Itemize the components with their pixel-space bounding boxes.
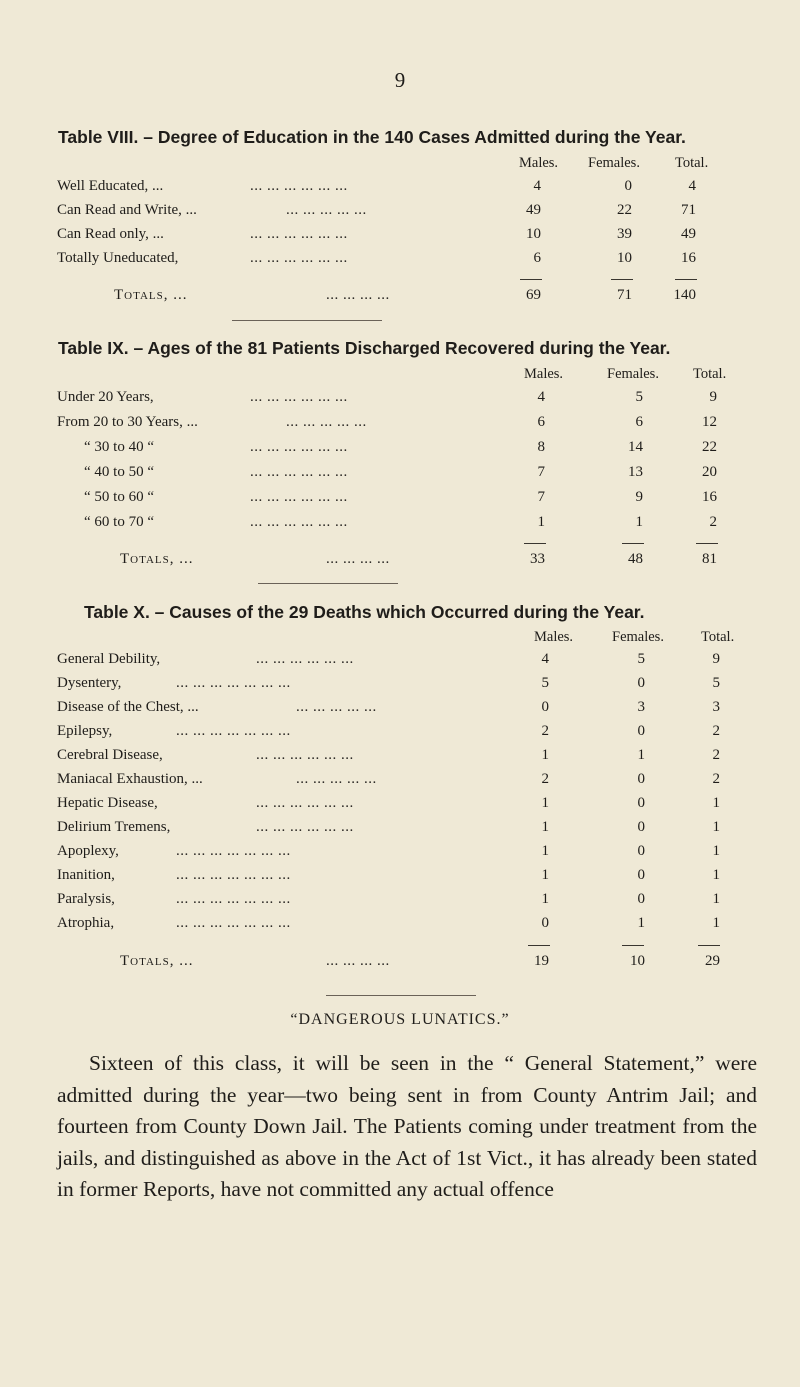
row-label: Totally Uneducated, bbox=[57, 250, 179, 266]
section-divider bbox=[232, 320, 382, 325]
leader-dots: ... ... ... ... ... ... bbox=[250, 389, 348, 405]
males-value: 0 bbox=[541, 699, 549, 715]
males-value: 1 bbox=[541, 867, 549, 883]
total-value: 2 bbox=[712, 723, 720, 739]
row-label: Can Read only, ... bbox=[57, 226, 164, 242]
total-value: 140 bbox=[673, 287, 696, 303]
leader-dots: ... ... ... ... ... ... bbox=[250, 514, 348, 530]
table-row bbox=[0, 771, 800, 795]
leader-dots: ... ... ... ... ... ... bbox=[250, 178, 348, 194]
table-title: Table IX. – Ages of the 81 Patients Discharged Recovered during the Year. bbox=[58, 338, 671, 358]
females-value: 14 bbox=[628, 439, 643, 455]
totals-label: Totals, ... bbox=[114, 287, 188, 303]
females-value: 71 bbox=[617, 287, 632, 303]
table-row bbox=[0, 250, 800, 274]
table-row bbox=[0, 414, 800, 438]
females-value: 0 bbox=[637, 771, 645, 787]
row-label: Under 20 Years, bbox=[57, 389, 154, 405]
females-value: 0 bbox=[637, 723, 645, 739]
table-row bbox=[0, 226, 800, 250]
total-value: 1 bbox=[712, 891, 720, 907]
totals-row bbox=[0, 953, 800, 977]
table-row bbox=[0, 795, 800, 819]
table-row bbox=[0, 464, 800, 488]
females-value: 0 bbox=[624, 178, 632, 194]
females-value: 0 bbox=[637, 867, 645, 883]
males-value: 5 bbox=[541, 675, 549, 691]
leader-dots: ... ... ... ... ... ... bbox=[250, 464, 348, 480]
total-value: 1 bbox=[712, 819, 720, 835]
males-value: 6 bbox=[537, 414, 545, 430]
leader-dots: ... ... ... ... ... ... ... bbox=[176, 843, 291, 859]
table-row bbox=[0, 439, 800, 463]
females-value: 10 bbox=[630, 953, 645, 969]
row-label: Cerebral Disease, bbox=[57, 747, 163, 763]
row-label: Maniacal Exhaustion, ... bbox=[57, 771, 203, 787]
total-value: 71 bbox=[681, 202, 696, 218]
table-row bbox=[0, 819, 800, 843]
females-value: 6 bbox=[635, 414, 643, 430]
leader-dots: ... ... ... ... ... ... bbox=[250, 439, 348, 455]
females-value: 39 bbox=[617, 226, 632, 242]
table-row bbox=[0, 202, 800, 226]
totals-label: Totals, ... bbox=[120, 551, 194, 567]
section-divider bbox=[326, 995, 476, 1000]
table-row bbox=[0, 514, 800, 538]
table-row bbox=[0, 723, 800, 747]
row-label: Disease of the Chest, ... bbox=[57, 699, 199, 715]
males-value: 1 bbox=[537, 514, 545, 530]
table-row bbox=[0, 178, 800, 202]
row-label: General Debility, bbox=[57, 651, 161, 667]
total-value: 16 bbox=[702, 489, 717, 505]
leader-dots: ... ... ... ... ... ... ... bbox=[176, 915, 291, 931]
column-header-females: Females. bbox=[607, 366, 659, 382]
row-label: Apoplexy, bbox=[57, 843, 119, 859]
totals-row bbox=[0, 287, 800, 311]
females-value: 1 bbox=[635, 514, 643, 530]
total-value: 1 bbox=[712, 795, 720, 811]
males-value: 19 bbox=[534, 953, 549, 969]
males-value: 7 bbox=[537, 489, 545, 505]
table-title: Table X. – Causes of the 29 Deaths which Occurred during the Year. bbox=[84, 602, 645, 622]
females-value: 9 bbox=[635, 489, 643, 505]
totals-label: Totals, ... bbox=[120, 953, 194, 969]
leader-dots: ... ... ... ... ... bbox=[286, 202, 367, 218]
column-header-males: Males. bbox=[519, 155, 559, 171]
females-value: 10 bbox=[617, 250, 632, 266]
leader-dots: ... ... ... ... ... ... ... bbox=[176, 675, 291, 691]
sum-rule bbox=[675, 279, 697, 280]
table-title: Table VIII. – Degree of Education in the 140 Cases Admitted during the Year. bbox=[58, 127, 686, 147]
males-value: 6 bbox=[533, 250, 541, 266]
total-value: 49 bbox=[681, 226, 696, 242]
males-value: 1 bbox=[541, 891, 549, 907]
females-value: 0 bbox=[637, 819, 645, 835]
males-value: 1 bbox=[541, 747, 549, 763]
sum-rule bbox=[520, 279, 542, 280]
males-value: 10 bbox=[526, 226, 541, 242]
males-value: 1 bbox=[541, 795, 549, 811]
sum-rule bbox=[622, 543, 644, 544]
leader-dots: ... ... ... ... ... ... bbox=[256, 747, 354, 763]
males-value: 2 bbox=[541, 771, 549, 787]
total-value: 2 bbox=[712, 747, 720, 763]
column-header-males: Males. bbox=[524, 366, 564, 382]
row-label: Paralysis, bbox=[57, 891, 115, 907]
table-row bbox=[0, 747, 800, 771]
row-label: Inanition, bbox=[57, 867, 115, 883]
leader-dots: ... ... ... ... ... ... bbox=[250, 226, 348, 242]
total-value: 1 bbox=[712, 867, 720, 883]
row-label: From 20 to 30 Years, ... bbox=[57, 414, 198, 430]
sum-rule bbox=[524, 543, 546, 544]
column-header-total: Total. bbox=[675, 155, 709, 171]
leader-dots: ... ... ... ... ... ... bbox=[250, 489, 348, 505]
sum-rule bbox=[696, 543, 718, 544]
leader-dots: ... ... ... ... ... ... bbox=[256, 795, 354, 811]
leader-dots: ... ... ... ... ... ... ... bbox=[176, 723, 291, 739]
row-label: “ 50 to 60 “ bbox=[84, 489, 154, 505]
leader-dots: ... ... ... ... ... bbox=[296, 699, 377, 715]
leader-dots: ... ... ... ... ... ... ... bbox=[176, 891, 291, 907]
row-label: “ 40 to 50 “ bbox=[84, 464, 154, 480]
row-label: Hepatic Disease, bbox=[57, 795, 158, 811]
total-value: 1 bbox=[712, 843, 720, 859]
total-value: 2 bbox=[712, 771, 720, 787]
females-value: 0 bbox=[637, 795, 645, 811]
row-label: “ 30 to 40 “ bbox=[84, 439, 154, 455]
males-value: 1 bbox=[541, 843, 549, 859]
totals-row bbox=[0, 551, 800, 575]
total-value: 20 bbox=[702, 464, 717, 480]
males-value: 8 bbox=[537, 439, 545, 455]
leader-dots: ... ... ... ... ... ... bbox=[256, 819, 354, 835]
males-value: 2 bbox=[541, 723, 549, 739]
table-row bbox=[0, 891, 800, 915]
section-heading: “DANGEROUS LUNATICS.” bbox=[290, 1011, 510, 1028]
males-value: 0 bbox=[541, 915, 549, 931]
section-divider bbox=[258, 583, 398, 588]
total-value: 22 bbox=[702, 439, 717, 455]
body-paragraph: Sixteen of this class, it will be seen in the “ General Statement,” were admitted during the year—two being sent in from County Antrim Jail; and fourteen from County Down Jail. The Patients coming under treatment from the jails, and distinguished as above in the Act of 1st Vict., it has already been stated in former Reports, have not committed any actual offence bbox=[57, 1051, 757, 1201]
leader-dots: ... ... ... ... bbox=[326, 551, 390, 567]
table-row bbox=[0, 867, 800, 891]
column-header-total: Total. bbox=[693, 366, 727, 382]
total-value: 81 bbox=[702, 551, 717, 567]
total-value: 1 bbox=[712, 915, 720, 931]
row-label: Well Educated, ... bbox=[57, 178, 164, 194]
females-value: 3 bbox=[637, 699, 645, 715]
table-row bbox=[0, 843, 800, 867]
males-value: 33 bbox=[530, 551, 545, 567]
total-value: 5 bbox=[712, 675, 720, 691]
leader-dots: ... ... ... ... ... bbox=[286, 414, 367, 430]
total-value: 16 bbox=[681, 250, 696, 266]
females-value: 22 bbox=[617, 202, 632, 218]
males-value: 49 bbox=[526, 202, 541, 218]
females-value: 5 bbox=[637, 651, 645, 667]
total-value: 29 bbox=[705, 953, 720, 969]
table-row bbox=[0, 699, 800, 723]
females-value: 13 bbox=[628, 464, 643, 480]
leader-dots: ... ... ... ... bbox=[326, 287, 390, 303]
males-value: 7 bbox=[537, 464, 545, 480]
sum-rule bbox=[698, 945, 720, 946]
females-value: 5 bbox=[635, 389, 643, 405]
total-value: 3 bbox=[712, 699, 720, 715]
males-value: 4 bbox=[537, 389, 545, 405]
table-row bbox=[0, 389, 800, 413]
table-row bbox=[0, 915, 800, 939]
sum-rule bbox=[611, 279, 633, 280]
table-row bbox=[0, 651, 800, 675]
row-label: Epilepsy, bbox=[57, 723, 113, 739]
column-header-females: Females. bbox=[612, 629, 664, 645]
females-value: 48 bbox=[628, 551, 643, 567]
leader-dots: ... ... ... ... ... ... bbox=[256, 651, 354, 667]
total-value: 12 bbox=[702, 414, 717, 430]
total-value: 4 bbox=[688, 178, 696, 194]
leader-dots: ... ... ... ... bbox=[326, 953, 390, 969]
females-value: 1 bbox=[637, 747, 645, 763]
males-value: 4 bbox=[533, 178, 541, 194]
total-value: 2 bbox=[709, 514, 717, 530]
row-label: Can Read and Write, ... bbox=[57, 202, 197, 218]
females-value: 0 bbox=[637, 891, 645, 907]
page-number: 9 bbox=[394, 68, 406, 92]
table-row bbox=[0, 489, 800, 513]
table-row bbox=[0, 675, 800, 699]
total-value: 9 bbox=[709, 389, 717, 405]
row-label: Delirium Tremens, bbox=[57, 819, 171, 835]
males-value: 4 bbox=[541, 651, 549, 667]
row-label: Atrophia, bbox=[57, 915, 115, 931]
row-label: Dysentery, bbox=[57, 675, 122, 691]
sum-rule bbox=[622, 945, 644, 946]
total-value: 9 bbox=[712, 651, 720, 667]
row-label: “ 60 to 70 “ bbox=[84, 514, 154, 530]
column-header-males: Males. bbox=[534, 629, 574, 645]
sum-rule bbox=[528, 945, 550, 946]
column-header-females: Females. bbox=[588, 155, 640, 171]
leader-dots: ... ... ... ... ... ... ... bbox=[176, 867, 291, 883]
column-header-total: Total. bbox=[701, 629, 735, 645]
leader-dots: ... ... ... ... ... ... bbox=[250, 250, 348, 266]
leader-dots: ... ... ... ... ... bbox=[296, 771, 377, 787]
males-value: 69 bbox=[526, 287, 541, 303]
females-value: 0 bbox=[637, 843, 645, 859]
females-value: 0 bbox=[637, 675, 645, 691]
females-value: 1 bbox=[637, 915, 645, 931]
males-value: 1 bbox=[541, 819, 549, 835]
